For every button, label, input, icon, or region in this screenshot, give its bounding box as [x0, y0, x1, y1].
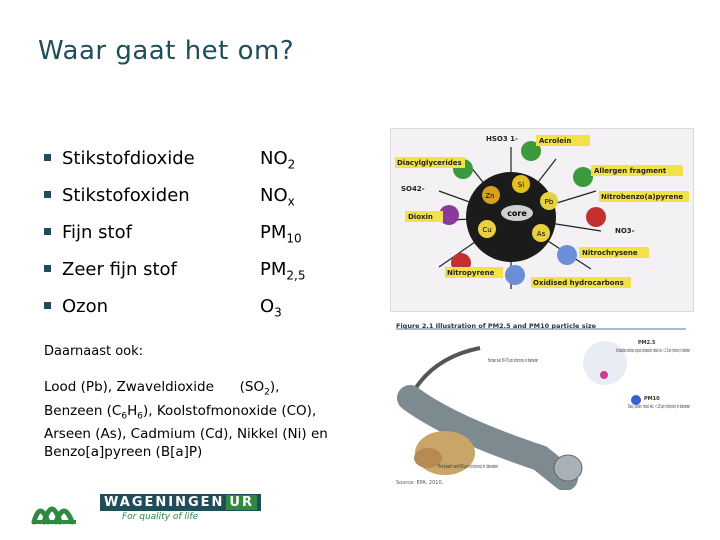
figure-source: Source: EPA, 2010. — [396, 480, 444, 486]
sand-label: Fine beach sand 90 µm (microns) in diameter — [438, 464, 499, 470]
pollutant-list — [44, 148, 374, 333]
pollutant-formula: $PM_{10}$ — [260, 222, 302, 246]
label-cu: Cu — [482, 226, 492, 234]
label-zn: Zn — [485, 192, 495, 200]
label-acrolein: Acrolein — [539, 137, 572, 145]
label-oxidised: Oxidised hydrocarbons — [533, 279, 624, 287]
label-si: Si — [517, 181, 525, 189]
label-hso: HSO3 1- — [486, 135, 518, 143]
logo-tagline: For quality of life — [122, 512, 199, 522]
label-nitrobenzo: Nitrobenzo(a)pyrene — [601, 193, 684, 201]
particle-size-figure — [390, 318, 692, 490]
hair-label: Human hair 50–70 µm (microns) in diameter — [488, 358, 539, 364]
label-dioxin: Dioxin — [408, 213, 433, 221]
pollutant-formula: $O_3$ — [260, 296, 282, 320]
pm25-desc: Combustion particles, organic compounds, metals, etc. < 2.5 µm (microns) in diameter — [616, 348, 691, 354]
logo-mark-icon — [30, 492, 92, 526]
label-as: As — [536, 230, 546, 238]
pollutant-name: Stikstofdioxide — [62, 148, 195, 169]
label-core: core — [507, 209, 527, 218]
pollutant-name: Fijn stof — [62, 222, 132, 243]
bullet-icon — [44, 228, 51, 235]
label-nitropyrene: Nitropyrene — [447, 269, 495, 277]
particle-composition-figure — [390, 128, 694, 312]
pollutant-formula: $PM_{2,5}$ — [260, 259, 306, 283]
also-text: Lood (Pb), Zwaveldioxide $(SO_2)$, Benzeen $(C_6H_6)$, Koolstofmonoxide (CO), Arseen (As), Cadmium (Cd), Nikkel (Ni) en Benzo[a]pyreen (B[a]P) — [44, 379, 328, 461]
pm25-label: PM2.5 — [638, 340, 656, 346]
list-item — [44, 185, 374, 222]
pm10-desc: Dust, pollen, mold, etc. < 10 µm (microns) in diameter — [628, 404, 691, 410]
pollutant-formula: $NO_x$ — [260, 185, 295, 209]
label-allergen: Allergen fragment — [594, 167, 667, 175]
also-label: Daarnaast ook: — [44, 344, 144, 359]
label-diacyl: Diacylglycerides — [397, 159, 462, 167]
page-title: Waar gaat het om? — [38, 36, 295, 66]
pollutant-formula: $NO_2$ — [260, 148, 296, 172]
bullet-icon — [44, 302, 51, 309]
pm10-label: PM10 — [644, 396, 660, 402]
logo — [30, 492, 254, 526]
figure-caption: Figure 2.1 Illustration of PM2.5 and PM10 particle size — [396, 322, 597, 330]
list-item — [44, 259, 374, 296]
pollutant-name: Ozon — [62, 296, 109, 317]
list-item — [44, 148, 374, 185]
label-pb: Pb — [544, 198, 554, 206]
bullet-icon — [44, 265, 51, 272]
list-item — [44, 296, 374, 333]
bullet-icon — [44, 154, 51, 161]
pollutant-name: Stikstofoxiden — [62, 185, 190, 206]
label-nitrochrysene: Nitrochrysene — [582, 249, 638, 257]
label-so4: SO42- — [401, 185, 425, 193]
label-no3: NO3- — [615, 227, 635, 235]
pollutant-name: Zeer fijn stof — [62, 259, 177, 280]
logo-wordmark: WAGENINGEN UR — [100, 494, 261, 511]
list-item — [44, 222, 374, 259]
bullet-icon — [44, 191, 51, 198]
